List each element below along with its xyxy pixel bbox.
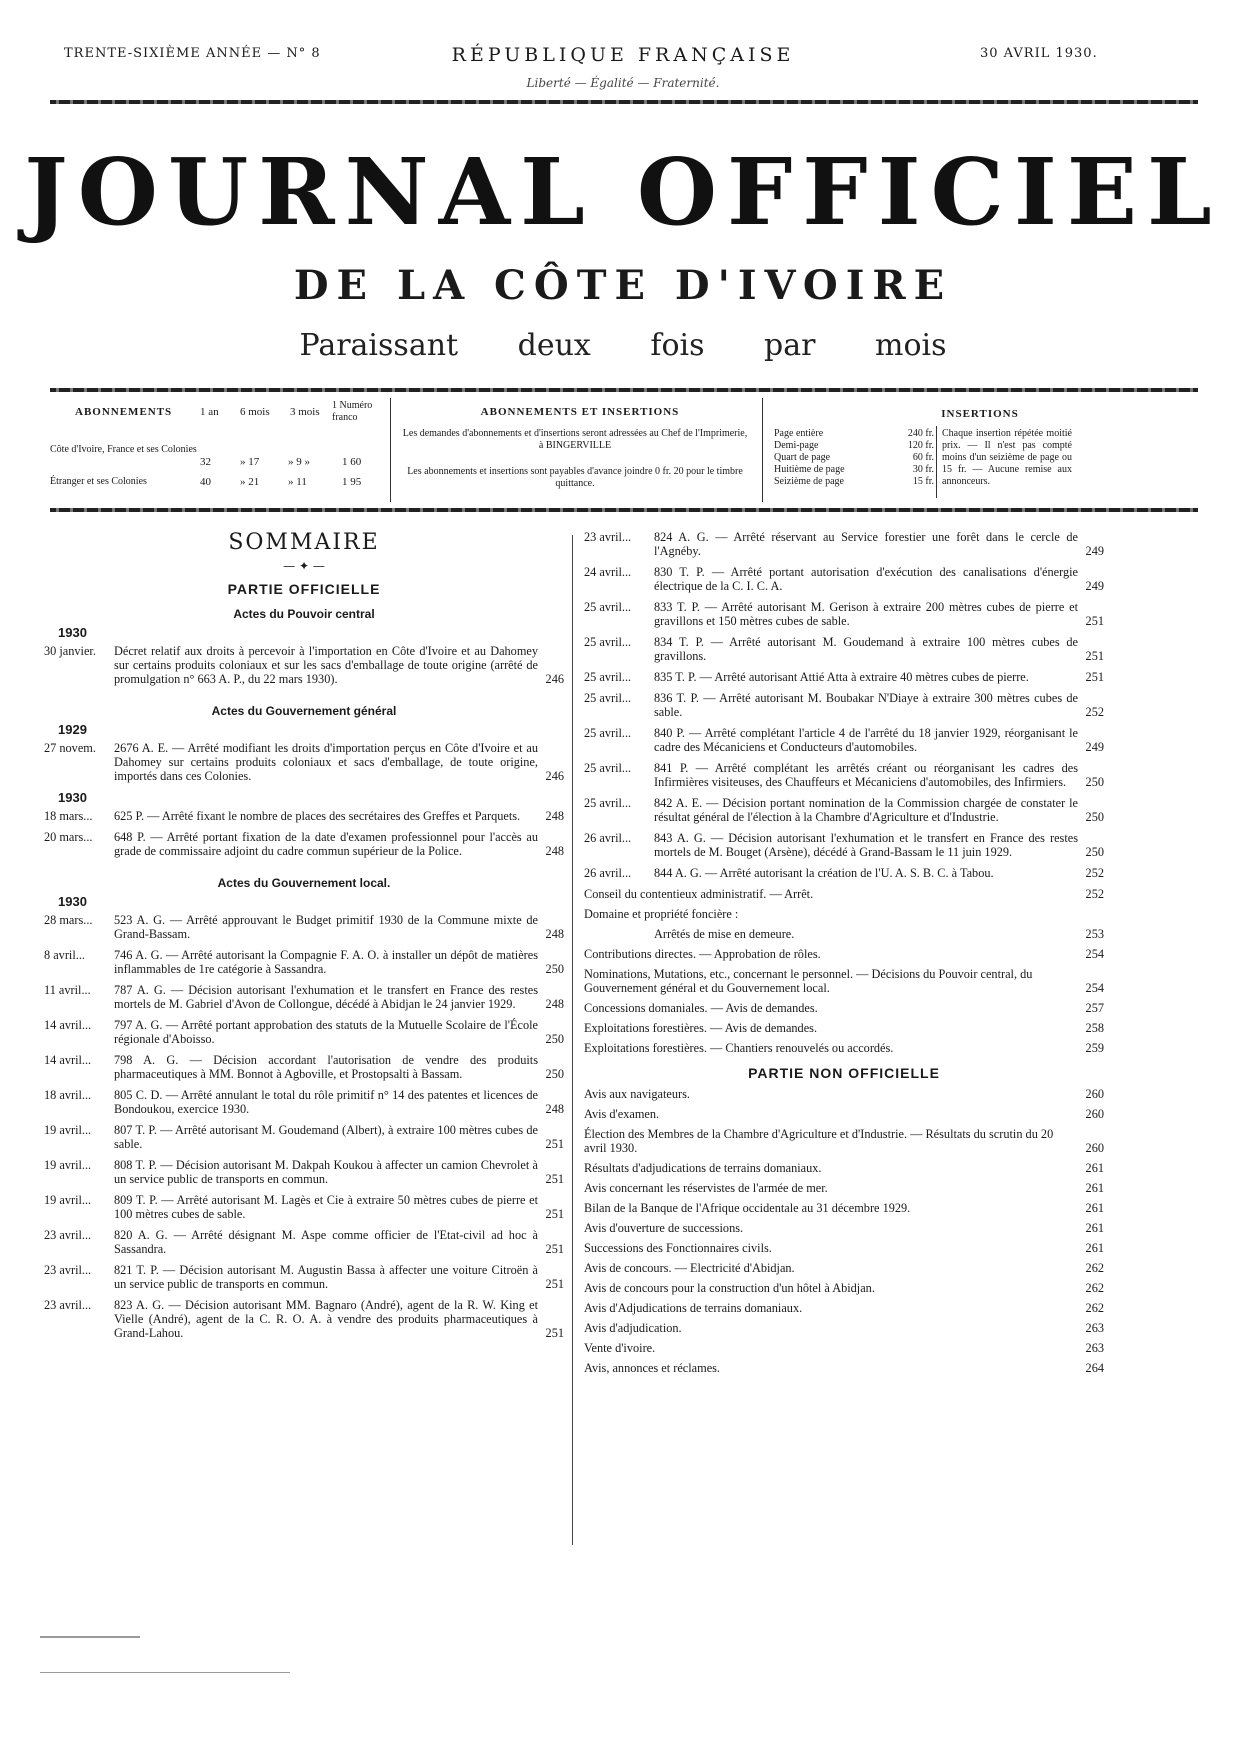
entry-text: Avis de concours pour la construction d'un hôtel à Abidjan.: [584, 1281, 875, 1295]
page-number: 248: [545, 844, 564, 858]
insertion-label: Huitième de page: [774, 464, 845, 475]
year-heading: 1930: [58, 790, 87, 805]
sommaire-left: [44, 530, 564, 1347]
entry-text: 821 T. P. — Décision autorisant M. Augustin Bassa à affecter une voiture Citroën à un service public de transports en commun.: [114, 1263, 538, 1291]
entry-text: 842 A. E. — Décision portant nomination de la Commission chargée de constater le résultat général de l'élection à la Chambre d'Agriculture et d'Industrie.: [654, 796, 1078, 824]
entry-text: 797 A. G. — Arrêté portant approbation des statuts de la Mutuelle Scolaire de l'École régionale d'Aboisso.: [114, 1018, 538, 1046]
list-item: [584, 726, 1104, 754]
page-number: 251: [545, 1137, 564, 1151]
page-number: 260: [1085, 1107, 1104, 1121]
entry-list: [44, 741, 564, 783]
subscription-box: [50, 398, 1198, 508]
list-item: [584, 1161, 1104, 1175]
list-item: [584, 565, 1104, 593]
sommaire-right: [584, 530, 1104, 1381]
page-number: 261: [1085, 1201, 1104, 1215]
page-number: 263: [1085, 1341, 1104, 1355]
section-heading: Actes du Gouvernement général: [211, 704, 397, 718]
entry-date: 14 avril...: [44, 1053, 92, 1067]
entry-date: 28 mars...: [44, 913, 93, 927]
entry-text: 746 A. G. — Arrêté autorisant la Compagnie F. A. O. à installer un dépôt de matières inflammables de 1re catégorie à Sassandra.: [114, 948, 538, 976]
page-number: 251: [545, 1242, 564, 1256]
section-heading: Actes du Pouvoir central: [233, 607, 375, 621]
divider: [762, 398, 763, 502]
page-number: 246: [545, 769, 564, 783]
mid-text-2: Les abonnements et insertions sont payables d'avance joindre 0 fr. 20 pour le timbre quittance.: [407, 466, 743, 489]
entry-text: Concessions domaniales. — Avis de demandes.: [584, 1001, 818, 1015]
page-number: 249: [1085, 740, 1104, 754]
page-number: 251: [545, 1277, 564, 1291]
list-item: [584, 907, 1104, 921]
insertion-label: Seizième de page: [774, 476, 844, 487]
col-1an: 1 an: [200, 406, 219, 418]
page-number: 260: [1085, 1087, 1104, 1101]
row-label: Étranger et ses Colonies: [50, 476, 147, 487]
year-heading: 1930: [58, 625, 87, 640]
page-number: 248: [545, 1102, 564, 1116]
page-number: 251: [1085, 614, 1104, 628]
divider: [50, 508, 1198, 512]
list-item: [584, 635, 1104, 663]
list-item: [584, 1341, 1104, 1355]
entry-text: Vente d'ivoire.: [584, 1341, 656, 1355]
list-item: [44, 983, 564, 1011]
page-number: 262: [1085, 1301, 1104, 1315]
page-number: 250: [545, 962, 564, 976]
entry-date: 20 mars...: [44, 830, 93, 844]
insertion-row: [774, 464, 934, 476]
entry-text: Successions des Fonctionnaires civils.: [584, 1241, 772, 1255]
insertion-label: Page entière: [774, 428, 824, 439]
list-item: [584, 967, 1104, 995]
list-item: [584, 1107, 1104, 1121]
entry-date: 30 janvier.: [44, 644, 96, 658]
entry-text: 809 T. P. — Arrêté autorisant M. Lagès et Cie à extraire 50 mètres cubes de pierre et 100 mètres cubes de sable.: [114, 1193, 538, 1221]
part-officielle: PARTIE OFFICIELLE: [227, 581, 381, 597]
page-number: 261: [1085, 1161, 1104, 1175]
page-number: 250: [1085, 810, 1104, 824]
price: 32: [200, 456, 211, 468]
entry-text: Avis d'adjudication.: [584, 1321, 682, 1335]
entry-text: Domaine et propriété foncière :: [584, 907, 739, 921]
page-number: 260: [1085, 1141, 1104, 1155]
entry-text: 833 T. P. — Arrêté autorisant M. Gerison à extraire 200 mètres cubes de pierre et gravillons et 150 mètres cubes de sable.: [654, 600, 1078, 628]
column-separator: [572, 535, 573, 1545]
entry-text: 798 A. G. — Décision accordant l'autorisation de vendre des produits pharmaceutiques à MM. Bonnot à Agboville, et Prostopsalti à Bassam.: [114, 1053, 538, 1081]
entry-date: 11 avril...: [44, 983, 91, 997]
insertion-row: [774, 440, 934, 452]
section-heading: Actes du Gouvernement local.: [217, 876, 391, 890]
list-item: [584, 831, 1104, 859]
divider: [936, 426, 937, 498]
page-number: 246: [545, 672, 564, 686]
list-item: [44, 741, 564, 783]
price: » 17: [240, 456, 260, 468]
price: 40: [200, 476, 211, 488]
mid-heading: ABONNEMENTS ET INSERTIONS: [480, 406, 680, 418]
entry-text: Exploitations forestières. — Chantiers renouvelés ou accordés.: [584, 1041, 894, 1055]
list-item: [584, 1087, 1104, 1101]
entry-date: 25 avril...: [584, 600, 632, 614]
entry-text: 820 A. G. — Arrêté désignant M. Aspe comme officier de l'Etat-civil ad hoc à Sassandra.: [114, 1228, 538, 1256]
entry-text: Nominations, Mutations, etc., concernant le personnel. — Décisions du Pouvoir central, du Gouvernement général et du Gouvernement local.: [584, 967, 1033, 995]
insertion-prices: [774, 428, 934, 488]
divider: [50, 388, 1198, 392]
page-number: 251: [545, 1172, 564, 1186]
list-item: [44, 830, 564, 858]
entry-text: 824 A. G. — Arrêté réservant au Service forestier une forêt dans le cercle de l'Agnéby.: [654, 530, 1078, 558]
motto: Liberté — Égalité — Fraternité.: [526, 76, 720, 90]
insertion-price: 60 fr.: [912, 452, 934, 463]
list-item: [44, 644, 564, 686]
entry-date: 27 novem.: [44, 741, 96, 755]
list-item: [584, 1241, 1104, 1255]
list-item: [584, 1001, 1104, 1015]
page-number: 261: [1085, 1221, 1104, 1235]
journal-title: JOURNAL OFFICIEL: [24, 138, 1222, 246]
entry-list: [44, 809, 564, 858]
page-number: 252: [1085, 866, 1104, 880]
price: » 9 »: [288, 456, 310, 468]
entry-date: 19 avril...: [44, 1193, 92, 1207]
entry-text: Avis d'Adjudications de terrains domaniaux.: [584, 1301, 803, 1315]
entry-text: Avis d'examen.: [584, 1107, 660, 1121]
entry-date: 18 mars...: [44, 809, 93, 823]
page-number: 263: [1085, 1321, 1104, 1335]
insertion-price: 30 fr.: [912, 464, 934, 475]
list-item: [584, 796, 1104, 824]
list-item: [584, 1361, 1104, 1375]
entry-text: 648 P. — Arrêté portant fixation de la date d'examen professionnel pour l'accès au grade de commissaire adjoint du cadre commun supérieur de la Police.: [114, 830, 538, 858]
entry-text: 836 T. P. — Arrêté autorisant M. Boubakar N'Diaye à extraire 300 mètres cubes de sable.: [654, 691, 1078, 719]
entry-text: 805 C. D. — Arrêté annulant le total du rôle primitif n° 14 des patentes et licences de Bondoukou, exercice 1930.: [114, 1088, 538, 1116]
entry-date: 25 avril...: [584, 796, 632, 810]
page-number: 251: [1085, 649, 1104, 663]
entry-date: 14 avril...: [44, 1018, 92, 1032]
list-item: [584, 1021, 1104, 1035]
issue-date: 30 AVRIL 1930.: [980, 46, 1098, 61]
entry-text: 807 T. P. — Arrêté autorisant M. Goudemand (Albert), à extraire 100 mètres cubes de sable.: [114, 1123, 538, 1151]
entry-text: Avis d'ouverture de successions.: [584, 1221, 744, 1235]
list-item: [584, 1181, 1104, 1195]
list-item: [584, 947, 1104, 961]
entry-date: 24 avril...: [584, 565, 632, 579]
page-number: 250: [1085, 845, 1104, 859]
entry-date: 23 avril...: [44, 1263, 92, 1277]
insertion-price: 15 fr.: [912, 476, 934, 487]
page-number: 261: [1085, 1181, 1104, 1195]
entry-date: 19 avril...: [44, 1123, 92, 1137]
entry-date: 19 avril...: [44, 1158, 92, 1172]
entry-text: 843 A. G. — Décision autorisant l'exhumation et le transfert en France des restes mortels de M. Bouget (Arsène), décédé à Grand-Bassam le 11 juin 1929.: [654, 831, 1078, 859]
entry-text: Exploitations forestières. — Avis de demandes.: [584, 1021, 818, 1035]
entry-text: 823 A. G. — Décision autorisant MM. Bagnaro (André), agent de la R. W. King et Vielle (André), agent de la C. R. O. A. à vendre des produits pharmaceutiques à Grand-Lahou.: [114, 1298, 538, 1340]
year-heading: 1930: [58, 894, 87, 909]
entry-text: 835 T. P. — Arrêté autorisant Attié Atta à extraire 40 mètres cubes de pierre.: [654, 670, 1029, 684]
entry-text: Bilan de la Banque de l'Afrique occidentale au 31 décembre 1929.: [584, 1201, 911, 1215]
entry-text: Décret relatif aux droits à percevoir à l'importation en Côte d'Ivoire et au Dahomey sur certains produits coloniaux et sur les sacs d'emballage de toute origine (arrêté de promulgation n° 663 A. P., du 22 mars 1930).: [114, 644, 538, 686]
price: » 21: [240, 476, 260, 488]
list-item: [584, 530, 1104, 558]
year-heading: 1929: [58, 722, 87, 737]
insertion-row: [774, 452, 934, 464]
entry-date: 25 avril...: [584, 670, 632, 684]
list-item: [44, 1298, 564, 1340]
entry-text: 523 A. G. — Arrêté approuvant le Budget primitif 1930 de la Commune mixte de Grand-Bassam.: [114, 913, 538, 941]
insertion-price: 240 fr.: [907, 428, 934, 439]
entry-date: 26 avril...: [584, 831, 632, 845]
entry-text: 840 P. — Arrêté complétant l'article 4 de l'arrêté du 18 janvier 1929, réorganisant le cadre des Mécaniciens et Conducteurs d'automobiles.: [654, 726, 1078, 754]
page-number: 253: [1085, 927, 1104, 941]
entry-text: Arrêtés de mise en demeure.: [654, 927, 795, 941]
page-number: 250: [545, 1067, 564, 1081]
ornament: — ✦ —: [283, 559, 325, 573]
list-item: [584, 1281, 1104, 1295]
entry-text: Élection des Membres de la Chambre d'Agriculture et d'Industrie. — Résultats du scrutin du 20 avril 1930.: [584, 1127, 1054, 1155]
entry-text: 787 A. G. — Décision autorisant l'exhumation et le transfert en France des restes mortels de M. Gabriel d'Avon de Collongue, décédé à Abidjan le 24 janvier 1929.: [114, 983, 538, 1011]
divider: [390, 398, 391, 502]
page-number: 251: [545, 1207, 564, 1221]
entry-date: 18 avril...: [44, 1088, 92, 1102]
insertions-heading: INSERTIONS: [941, 408, 1019, 420]
col-numero: 1 Numéro franco: [332, 400, 373, 423]
page-number: 254: [1085, 947, 1104, 961]
list-item: [44, 913, 564, 941]
entry-date: 25 avril...: [584, 726, 632, 740]
page-number: 248: [545, 927, 564, 941]
price: » 11: [288, 476, 307, 488]
list-item: [44, 948, 564, 976]
insertion-label: Demi-page: [774, 440, 819, 451]
list-item: [584, 1221, 1104, 1235]
entry-text: 625 P. — Arrêté fixant le nombre de places des secrétaires des Greffes et Parquets.: [114, 809, 521, 823]
page-number: 257: [1085, 1001, 1104, 1015]
col-3mois: 3 mois: [290, 406, 320, 418]
entry-date: 25 avril...: [584, 635, 632, 649]
list-item: [44, 1123, 564, 1151]
subscriptions-heading: ABONNEMENTS: [75, 406, 173, 418]
page-number: 262: [1085, 1261, 1104, 1275]
list-item: [584, 761, 1104, 789]
list-item: [584, 1261, 1104, 1275]
entry-text: Avis aux navigateurs.: [584, 1087, 690, 1101]
page-number: 264: [1085, 1361, 1104, 1375]
page-number: 262: [1085, 1281, 1104, 1295]
divider: [40, 1672, 290, 1673]
list-item: [584, 1301, 1104, 1315]
entry-list: [44, 913, 564, 1340]
journal-tagline: Paraissant deux fois par mois: [299, 328, 947, 363]
page-number: 252: [1085, 887, 1104, 901]
republic-heading: RÉPUBLIQUE FRANÇAISE: [451, 44, 795, 66]
page-number: 259: [1085, 1041, 1104, 1055]
page-number: 250: [1085, 775, 1104, 789]
divider: [40, 1636, 140, 1638]
entry-date: 23 avril...: [44, 1228, 92, 1242]
entry-text: Conseil du contentieux administratif. — Arrêt.: [584, 887, 814, 901]
list-item: [584, 1321, 1104, 1335]
entry-text: Avis de concours. — Electricité d'Abidjan.: [584, 1261, 795, 1275]
list-item: [44, 1228, 564, 1256]
entry-list: [44, 644, 564, 686]
list-item: [44, 1088, 564, 1116]
entry-text: Avis concernant les réservistes de l'armée de mer.: [584, 1181, 828, 1195]
list-item: [44, 1263, 564, 1291]
entry-text: 841 P. — Arrêté complétant les arrêtés créant ou réorganisant les cadres des Infirmières visiteuses, des Chauffeurs et Mécaniciens d'automobiles, des Infirmiers.: [654, 761, 1078, 789]
entry-list: [584, 530, 1104, 880]
list-item: [44, 1158, 564, 1186]
list-item: [584, 887, 1104, 901]
part-non-officielle: PARTIE NON OFFICIELLE: [748, 1065, 940, 1081]
journal-subtitle: DE LA CÔTE D'IVOIRE: [293, 262, 953, 309]
entry-date: 25 avril...: [584, 761, 632, 775]
page-number: 248: [545, 809, 564, 823]
entry-text: 830 T. P. — Arrêté portant autorisation d'exécution des canalisations d'énergie électrique de la C. I. C. A.: [654, 565, 1078, 593]
entry-date: 25 avril...: [584, 691, 632, 705]
insertion-row: [774, 476, 934, 488]
page-number: 250: [545, 1032, 564, 1046]
list-item: [44, 1053, 564, 1081]
list-item: [44, 1018, 564, 1046]
col-6mois: 6 mois: [240, 406, 270, 418]
entry-text: 834 T. P. — Arrêté autorisant M. Goudemand à extraire 100 mètres cubes de gravillons.: [654, 635, 1078, 663]
page-number: 248: [545, 997, 564, 1011]
page-number: 251: [1085, 670, 1104, 684]
list-item: [44, 809, 564, 823]
insertion-row: [774, 428, 934, 440]
entry-text: Contributions directes. — Approbation de rôles.: [584, 947, 821, 961]
entry-text: 2676 A. E. — Arrêté modifiant les droits d'importation perçus en Côte d'Ivoire et au Dahomey sur certains produits coloniaux et sacs d'emballage, de toute origine, importés dans ces Colonies.: [114, 741, 538, 783]
page-number: 261: [1085, 1241, 1104, 1255]
entry-text: Résultats d'adjudications de terrains domaniaux.: [584, 1161, 822, 1175]
list-item: [584, 670, 1104, 684]
page-number: 258: [1085, 1021, 1104, 1035]
divider: [50, 100, 1198, 104]
page-number: 251: [545, 1326, 564, 1340]
page-number: 252: [1085, 705, 1104, 719]
list-item: [44, 1193, 564, 1221]
insertion-label: Quart de page: [774, 452, 831, 463]
misc-list: [584, 887, 1104, 1055]
mid-text-1: Les demandes d'abonnements et d'insertions seront adressées au Chef de l'Imprimerie, à BINGERVILLE: [402, 428, 748, 451]
insertion-price: 120 fr.: [907, 440, 934, 451]
list-item: [584, 600, 1104, 628]
issue-number: TRENTE-SIXIÈME ANNÉE — N° 8: [64, 46, 321, 61]
entry-text: 844 A. G. — Arrêté autorisant la création de l'U. A. S. B. C. à Tabou.: [654, 866, 994, 880]
entry-date: 23 avril...: [44, 1298, 92, 1312]
sommaire-title: SOMMAIRE: [228, 530, 380, 555]
entry-date: 23 avril...: [584, 530, 632, 544]
entry-text: 808 T. P. — Décision autorisant M. Dakpah Koukou à affecter un camion Chevrolet à un service public de transports en commun.: [114, 1158, 538, 1186]
page-number: 249: [1085, 579, 1104, 593]
list-item: [584, 1201, 1104, 1215]
entry-date: 8 avril...: [44, 948, 85, 962]
list-item: [584, 1041, 1104, 1055]
price: 1 95: [342, 476, 362, 488]
entry-date: 26 avril...: [584, 866, 632, 880]
entry-list: [584, 1087, 1104, 1375]
page-number: 254: [1085, 981, 1104, 995]
price: 1 60: [342, 456, 362, 468]
entry-text: Avis, annonces et réclames.: [584, 1361, 721, 1375]
insertion-note: Chaque insertion répétée moitié prix. — Il n'est pas compté moins d'un seizième de page ou 15 fr. — Aucune remise aux annonceurs.: [942, 428, 1072, 487]
list-item: [584, 927, 1104, 941]
page-number: 249: [1085, 544, 1104, 558]
row-label: Côte d'Ivoire, France et ses Colonies: [50, 444, 197, 455]
list-item: [584, 1127, 1104, 1155]
list-item: [584, 866, 1104, 880]
list-item: [584, 691, 1104, 719]
